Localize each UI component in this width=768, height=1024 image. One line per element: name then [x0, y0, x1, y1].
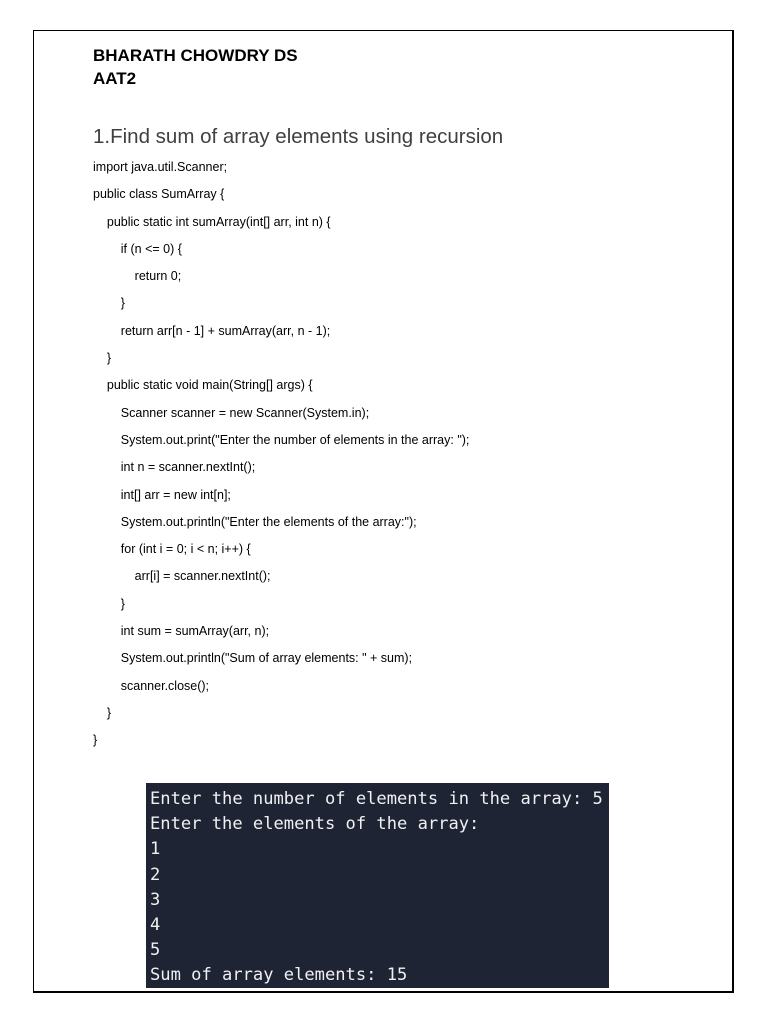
console-line: Enter the number of elements in the array: 5: [150, 789, 603, 809]
section-title: 1.Find sum of array elements using recursion: [93, 125, 504, 148]
code-line: System.out.print("Enter the number of elements in the array: ");: [93, 432, 470, 447]
document-header: [93, 44, 298, 90]
code-line: scanner.close();: [93, 678, 210, 693]
console-line: 3: [150, 889, 161, 910]
code-line: }: [93, 705, 112, 720]
code-line: for (int i = 0; i < n; i++) {: [93, 542, 251, 557]
code-line: }: [93, 596, 125, 611]
code-line: int sum = sumArray(arr, n);: [93, 624, 270, 639]
code-line: public static void main(String[] args) {: [93, 378, 313, 393]
console-output-screenshot: [146, 783, 609, 988]
code-line: }: [93, 296, 125, 311]
code-line: return arr[n - 1] + sumArray(arr, n - 1);: [93, 323, 331, 338]
console-line: 4: [150, 914, 161, 935]
code-listing: [93, 154, 469, 755]
console-line: 2: [150, 864, 161, 885]
code-line: if (n <= 0) {: [93, 241, 182, 256]
code-line: int n = scanner.nextInt();: [93, 460, 256, 475]
code-line: public class SumArray {: [93, 187, 225, 202]
code-line: arr[i] = scanner.nextInt();: [93, 569, 271, 584]
console-line: 5: [150, 940, 161, 961]
author-name: BHARATH CHOWDRY DS: [93, 46, 298, 65]
console-line: Sum of array elements: 15: [150, 965, 408, 986]
code-line: import java.util.Scanner;: [93, 160, 228, 174]
assignment-label: AAT2: [93, 69, 137, 88]
code-line: System.out.println("Enter the elements of the array:");: [93, 514, 417, 529]
code-line: }: [93, 351, 112, 366]
code-line: }: [93, 733, 98, 748]
code-line: public static int sumArray(int[] arr, int n) {: [93, 214, 331, 229]
code-line: int[] arr = new int[n];: [93, 487, 231, 502]
console-line: Enter the elements of the array:: [150, 814, 480, 835]
code-line: System.out.println("Sum of array elements: " + sum);: [93, 651, 413, 666]
console-line: 1: [150, 839, 161, 860]
code-line: Scanner scanner = new Scanner(System.in);: [93, 405, 370, 420]
code-line: return 0;: [93, 269, 182, 284]
